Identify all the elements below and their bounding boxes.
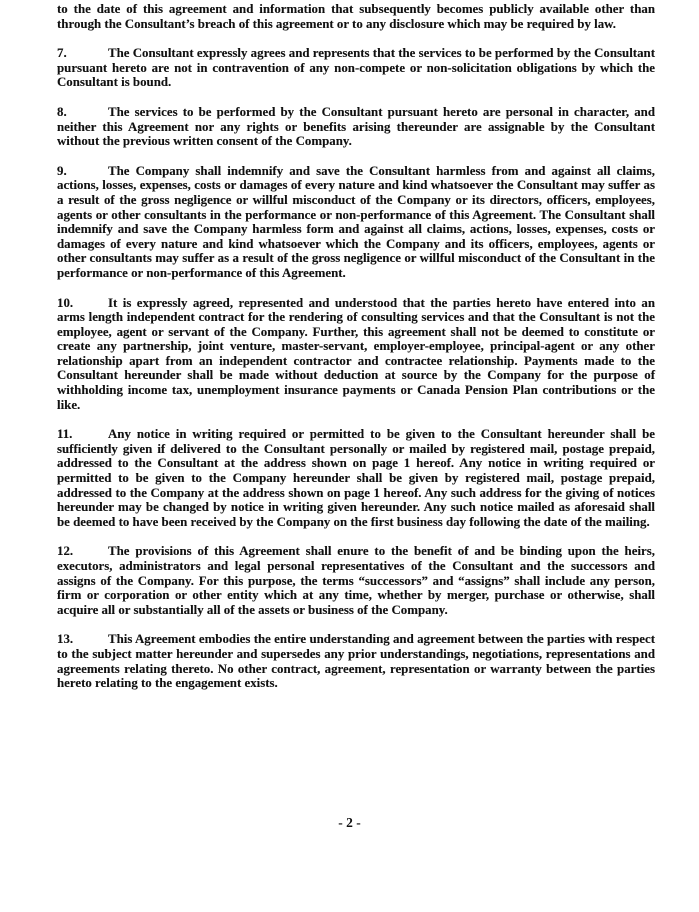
clause-text: This Agreement embodies the entire understanding and agreement between the parties with respect to the subject matter hereunder and supersedes any prior understandings, negotiations, representations and agreements relating thereto. No other contract, agreement, representation or warranty between the parties hereto relating to the engagement exists. (57, 632, 655, 691)
clause-13 (57, 632, 655, 690)
clause-text: It is expressly agreed, represented and understood that the parties hereto have entered into an arms length independent contract for the rendering of consulting services and that the Consultant is not the employee, agent or servant of the Company. Further, this agreement shall not be deemed to constitute or create any partnership, joint venture, master-servant, employer-employee, principal-agent or any other relationship apart from an independent contractor and contractee relationship. Payments made to the Consultant hereunder shall be made without deduction at source by the Company for the purpose of withholding income tax, unemployment insurance payments or Canada Pension Plan contributions or the like. (57, 295, 655, 412)
clause-number: 13. (57, 632, 74, 647)
clause-text: Any notice in writing required or permitted to be given to the Consultant hereunder shall be sufficiently given if delivered to the Consultant personally or mailed by registered mail, postage prepaid, addressed to the Consultant at the address shown on page 1 hereof. Any notice in writing required or permitted to be given to the Company hereunder shall be given by registered mail, postage prepaid, addressed to the Company at the address shown on page 1 hereof. Any such address for the giving of notices hereunder may be changed by notice in writing given hereunder. Any such notice mailed as aforesaid shall be deemed to have been received by the Company on the first business day following the date of the mailing. (57, 427, 655, 529)
clause-text: The Company shall indemnify and save the Consultant harmless from and against all claims, actions, losses, expenses, costs or damages of every nature and kind whatsoever the Consultant may suffer as a result of the gross negligence or willful misconduct of the Company or its directors, officers, employees, agents or other consultants in the performance or non-performance of this Agreement. The Consultant shall indemnify and save the Company harmless form and against all claims, actions, losses, expenses, costs or damages of every nature and kind whatsoever which the Company and its officers, employees, agents or other consultants may suffer as a result of the gross negligence or willful misconduct of the Consultant in the performance or non-performance of this Agreement. (57, 163, 655, 280)
clause-text: The services to be performed by the Consultant pursuant hereto are personal in character, and neither this Agreement nor any rights or benefits arising thereunder are assignable by the Consultant without the previous written consent of the Company. (57, 104, 655, 149)
clause-number: 8. (57, 104, 67, 119)
clause-8 (57, 105, 655, 149)
clause-number: 11. (57, 427, 73, 442)
clause-9 (57, 164, 655, 281)
clause-12 (57, 544, 655, 617)
clause-number: 12. (57, 544, 74, 559)
clause-number: 10. (57, 295, 74, 310)
clause-7 (57, 46, 655, 90)
clause-text: The Consultant expressly agrees and represents that the services to be performed by the Consultant pursuant hereto are not in contravention of any non-compete or non-solicitation obligations by which the Consultant is bound. (57, 46, 655, 90)
continuation-paragraph: to the date of this agreement and information that subsequently becomes publicly available other than through the Consultant’s breach of this agreement or to any disclosure which may be required by law. (57, 2, 655, 31)
clause-11 (57, 427, 655, 529)
page-number: - 2 - (338, 815, 361, 830)
clause-10 (57, 296, 655, 413)
document-page (57, 2, 655, 691)
clause-text: The provisions of this Agreement shall enure to the benefit of and be binding upon the heirs, executors, administrators and legal personal representatives of the Consultant and the successors and assigns of the Company. For this purpose, the terms “successors” and “assigns” shall include any person, firm or corporation or other entity which at any time, whether by merger, purchase or otherwise, shall acquire all or substantially all of the assets or business of the Company. (57, 544, 655, 617)
clause-number: 9. (57, 163, 67, 178)
clause-number: 7. (57, 46, 67, 61)
